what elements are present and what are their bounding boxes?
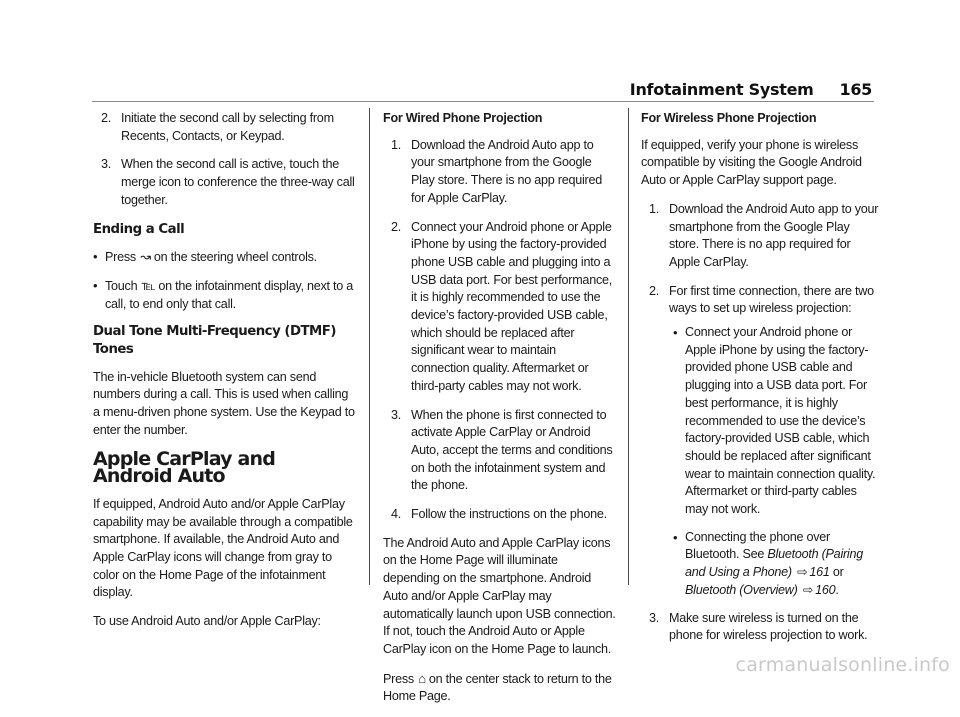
wireless-heading: For Wireless Phone Projection — [641, 111, 817, 125]
bullet-item: • Touch ℡ on the infotainment display, next to a call, to end only that call. — [93, 277, 355, 313]
section-title: Infotainment System — [629, 80, 814, 99]
carplay-use-paragraph: To use Android Auto and/or Apple CarPlay: — [93, 614, 321, 629]
home-icon: ⌂ — [418, 670, 426, 686]
ending-call-heading: Ending a Call — [93, 221, 185, 237]
page-number: 165 — [839, 80, 872, 99]
wired-heading: For Wired Phone Projection — [383, 111, 543, 125]
column-divider-1 — [369, 108, 370, 585]
list-item: 1. Download the Android Auto app to your smartphone from the Google Play store. There is no app required for Apple CarPlay. — [649, 201, 879, 269]
carplay-heading: Apple CarPlay and Android Auto — [93, 447, 276, 488]
bullet-icon: • — [673, 325, 678, 341]
list-item: 3. When the phone is first connected to activate Apple CarPlay or Android Auto, accept the terms and conditions on both the infotainment system and the phone. — [391, 407, 613, 493]
list-item: 2. For first time connection, there are two ways to set up wireless projection: — [649, 283, 874, 316]
page-ref-arrow-icon: ⇨ — [797, 565, 808, 580]
bullet-icon: • — [93, 277, 98, 293]
dtmf-paragraph: The in-vehicle Bluetooth system can send numbers during a call. This is used when calling a menu-driven phone system. Use the Keypad to enter the number. — [93, 369, 355, 437]
column-divider-2 — [628, 108, 629, 585]
column-2 — [383, 110, 616, 717]
list-item: 3. Make sure wireless is turned on the phone for wireless projection to work. — [649, 610, 868, 643]
page-ref[interactable]: 161 — [809, 565, 830, 580]
running-head — [630, 80, 872, 99]
carplay-paragraph: If equipped, Android Auto and/or Apple CarPlay capability may be available through a compatible smartphone. If available, the Android Auto and Apple CarPlay icons will change from gray to color on the Home Page of the infotainment display. — [93, 496, 353, 600]
list-item: 4. Follow the instructions on the phone. — [391, 507, 607, 522]
xref-bluetooth-overview[interactable]: Bluetooth (Overview) — [685, 582, 798, 597]
list-item: 3. When the second call is active, touch the merge icon to conference the three-way call together. — [101, 157, 355, 207]
bullet-icon: • — [673, 529, 678, 545]
bullet-icon: • — [93, 249, 98, 265]
page-ref[interactable]: 160 — [815, 582, 836, 597]
bullet-item: • Connecting the phone over Bluetooth. See Bluetooth (Pairing and Using a Phone) ⇨ 161 or Bluetooth (Overview) ⇨ 160. — [673, 529, 879, 600]
list-item: 2. Connect your Android phone or Apple iPhone by using the factory-provided phone USB cable and plugging into a USB data port. For best performance, it is highly recommended to use the device’s factory-provided USB cable, which should be replaced after significant wear to maintain connection quality. Aftermarket or third-party cables may not work. — [391, 219, 612, 393]
end-call-icon: ℡ — [141, 277, 156, 293]
xref-bluetooth-pairing[interactable]: Bluetooth (Pairing and Using a Phone) — [685, 547, 863, 580]
bullet-item: • Press ↝ on the steering wheel controls. — [93, 248, 355, 267]
bullet-item: • Connect your Android phone or Apple iPhone by using the factory-provided phone USB cable and plugging into a USB data port. For best performance, it is highly recommended to use the device’s factory-provided USB cable, which should be replaced after significant wear to maintain connection quality. Aftermarket or third-party cables may not work. — [673, 324, 879, 519]
home-paragraph: Press ⌂ on the center stack to return to the Home Page. — [383, 670, 612, 704]
list-item: 2. Initiate the second call by selecting from Recents, Contacts, or Keypad. — [101, 111, 334, 143]
column-1 — [93, 110, 355, 642]
phone-hangup-steering-icon: ↝ — [140, 249, 151, 265]
icons-paragraph: The Android Auto and Apple CarPlay icons on the Home Page will illuminate depending on the smartphone. Android Auto and/or Apple CarPlay may automatically launch upon USB connection. If not, touch the Android Auto or Apple CarPlay icon on the Home Page to launch. — [383, 535, 616, 656]
column-3 — [641, 110, 879, 656]
watermark: carmanualsonline.info — [735, 654, 950, 676]
list-item: 1. Download the Android Auto app to your smartphone from the Google Play store. There is no app required for Apple CarPlay. — [391, 137, 602, 205]
header-rule — [92, 101, 874, 102]
page-ref-arrow-icon: ⇨ — [802, 582, 814, 597]
wireless-intro: If equipped, verify your phone is wireless compatible by visiting the Google Android Auto or Apple CarPlay support page. — [641, 137, 862, 188]
dtmf-heading: Dual Tone Multi-Frequency (DTMF) Tones — [93, 324, 336, 358]
